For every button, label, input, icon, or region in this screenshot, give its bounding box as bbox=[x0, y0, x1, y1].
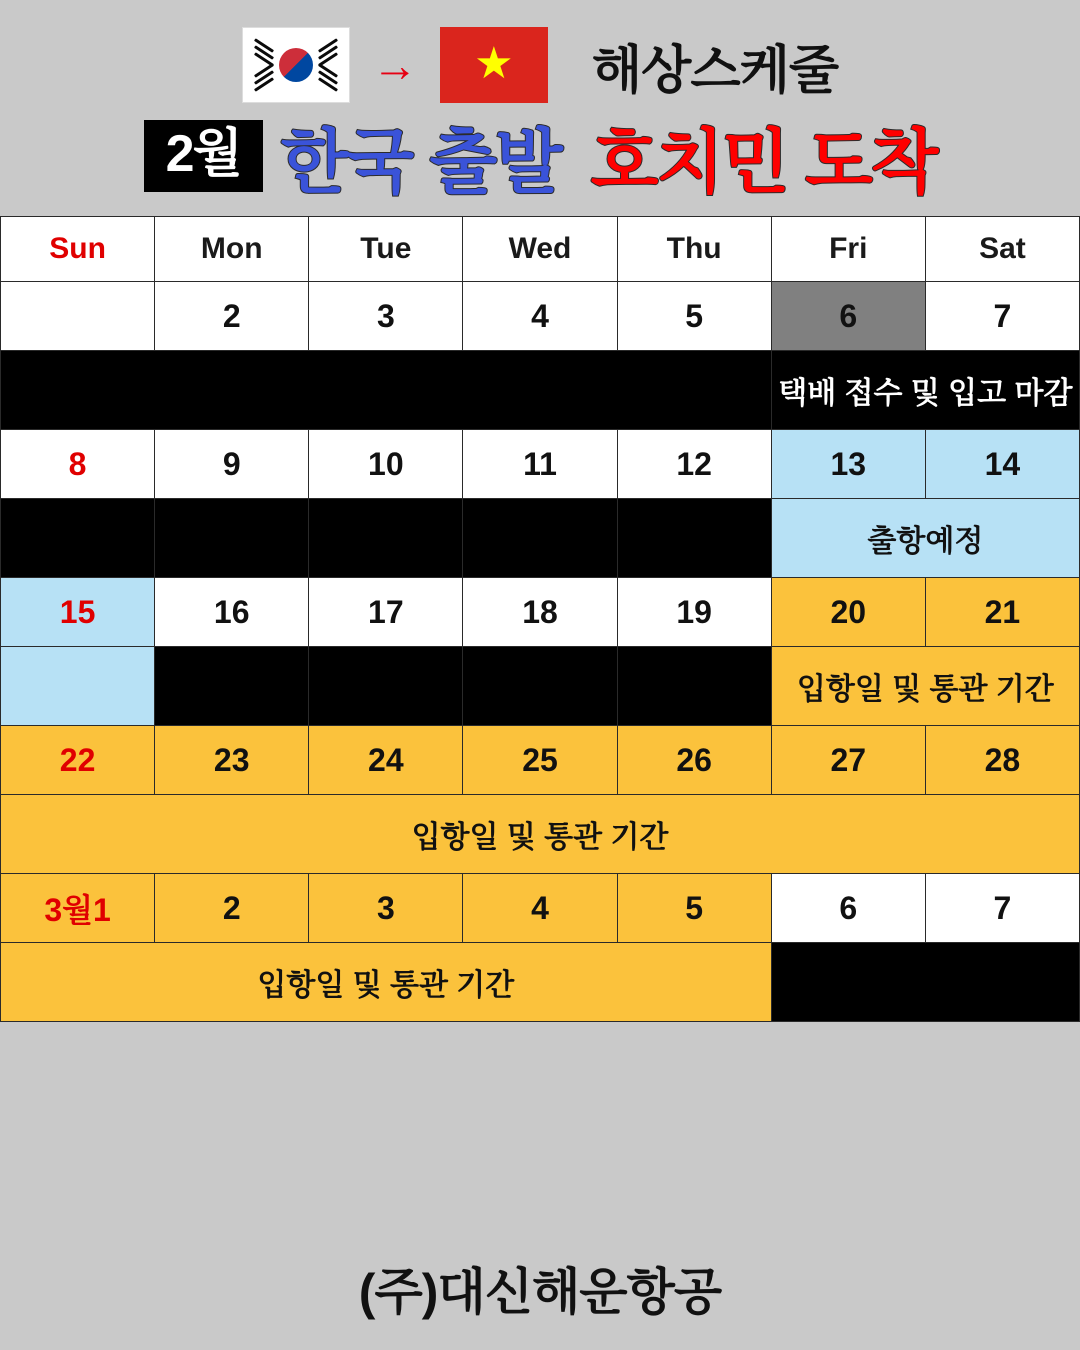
table-row bbox=[1, 282, 1080, 351]
day-cell bbox=[1, 282, 155, 351]
day-cell-highlight-amber: 24 bbox=[309, 726, 463, 795]
table-row bbox=[1, 795, 1080, 874]
note-pickup-deadline: 택배 접수 및 입고 마감 bbox=[771, 351, 1079, 430]
day-cell-highlight-amber: 3 bbox=[309, 874, 463, 943]
dow-sun: Sun bbox=[1, 217, 155, 282]
day-cell-highlight-amber: 28 bbox=[925, 726, 1079, 795]
empty-black-bar bbox=[1, 499, 155, 578]
dow-sat: Sat bbox=[925, 217, 1079, 282]
table-row bbox=[1, 874, 1080, 943]
table-row bbox=[1, 647, 1080, 726]
header-title: 해상스케줄 bbox=[591, 41, 839, 100]
day-cell: 4 bbox=[463, 282, 617, 351]
day-cell-highlight-amber: 20 bbox=[771, 578, 925, 647]
day-cell: 12 bbox=[617, 430, 771, 499]
table-row bbox=[1, 499, 1080, 578]
table-row bbox=[1, 726, 1080, 795]
day-cell: 19 bbox=[617, 578, 771, 647]
dow-wed: Wed bbox=[463, 217, 617, 282]
day-cell: 2 bbox=[155, 282, 309, 351]
vietnam-flag-icon bbox=[440, 27, 548, 103]
day-cell: 8 bbox=[1, 430, 155, 499]
empty-black-bar bbox=[309, 499, 463, 578]
day-cell: 3 bbox=[309, 282, 463, 351]
dow-thu: Thu bbox=[617, 217, 771, 282]
day-cell: 5 bbox=[617, 282, 771, 351]
day-cell-highlight-amber: 27 bbox=[771, 726, 925, 795]
day-cell: 10 bbox=[309, 430, 463, 499]
day-cell-highlight-amber: 4 bbox=[463, 874, 617, 943]
day-cell-highlight-amber: 25 bbox=[463, 726, 617, 795]
month-badge: 2월 bbox=[144, 120, 263, 192]
depart-title: 한국 출발 bbox=[280, 122, 561, 201]
day-cell-highlight-amber: 23 bbox=[155, 726, 309, 795]
header bbox=[0, 0, 1080, 100]
dow-fri: Fri bbox=[771, 217, 925, 282]
arrow-right-icon: → bbox=[371, 39, 418, 91]
day-cell-highlight-amber: 3월1 bbox=[1, 874, 155, 943]
day-cell-highlight-amber: 22 bbox=[1, 726, 155, 795]
day-cell-highlight-amber: 2 bbox=[155, 874, 309, 943]
blue-continuation-cell bbox=[1, 647, 155, 726]
taegeuk-circle bbox=[279, 48, 313, 82]
day-cell: 16 bbox=[155, 578, 309, 647]
table-row bbox=[1, 578, 1080, 647]
dow-mon: Mon bbox=[155, 217, 309, 282]
note-arrival-customs: 입항일 및 통관 기간 bbox=[771, 647, 1079, 726]
day-cell: 17 bbox=[309, 578, 463, 647]
empty-black-bar bbox=[1, 351, 772, 430]
day-cell-highlight-amber: 26 bbox=[617, 726, 771, 795]
empty-black-bar bbox=[309, 647, 463, 726]
star-icon: ★ bbox=[474, 39, 514, 89]
day-cell: 6 bbox=[771, 874, 925, 943]
title-row bbox=[0, 96, 1080, 216]
calendar-header-row bbox=[1, 217, 1080, 282]
day-cell-highlight-blue: 15 bbox=[1, 578, 155, 647]
day-cell-highlight-gray: 6 bbox=[771, 282, 925, 351]
day-cell: 7 bbox=[925, 282, 1079, 351]
day-cell-highlight-amber: 21 bbox=[925, 578, 1079, 647]
empty-black-bar bbox=[771, 943, 1079, 1022]
day-cell: 11 bbox=[463, 430, 617, 499]
table-row bbox=[1, 351, 1080, 430]
note-departure-schedule: 출항예정 bbox=[771, 499, 1079, 578]
empty-black-bar bbox=[155, 647, 309, 726]
day-cell-highlight-amber: 5 bbox=[617, 874, 771, 943]
table-row bbox=[1, 430, 1080, 499]
day-cell: 9 bbox=[155, 430, 309, 499]
empty-black-bar bbox=[463, 647, 617, 726]
note-arrival-customs: 입항일 및 통관 기간 bbox=[1, 943, 772, 1022]
empty-black-bar bbox=[155, 499, 309, 578]
day-cell: 7 bbox=[925, 874, 1079, 943]
day-cell: 18 bbox=[463, 578, 617, 647]
day-cell-highlight-blue: 14 bbox=[925, 430, 1079, 499]
arrive-title: 호치민 도착 bbox=[590, 122, 937, 201]
empty-black-bar bbox=[463, 499, 617, 578]
company-name: (주)대신해운항공 bbox=[358, 1264, 722, 1320]
table-row bbox=[1, 943, 1080, 1022]
empty-black-bar bbox=[617, 499, 771, 578]
note-arrival-customs: 입항일 및 통관 기간 bbox=[1, 795, 1080, 874]
schedule-calendar bbox=[0, 216, 1080, 1022]
south-korea-flag-icon bbox=[242, 27, 350, 103]
day-cell-highlight-blue: 13 bbox=[771, 430, 925, 499]
empty-black-bar bbox=[617, 647, 771, 726]
dow-tue: Tue bbox=[309, 217, 463, 282]
